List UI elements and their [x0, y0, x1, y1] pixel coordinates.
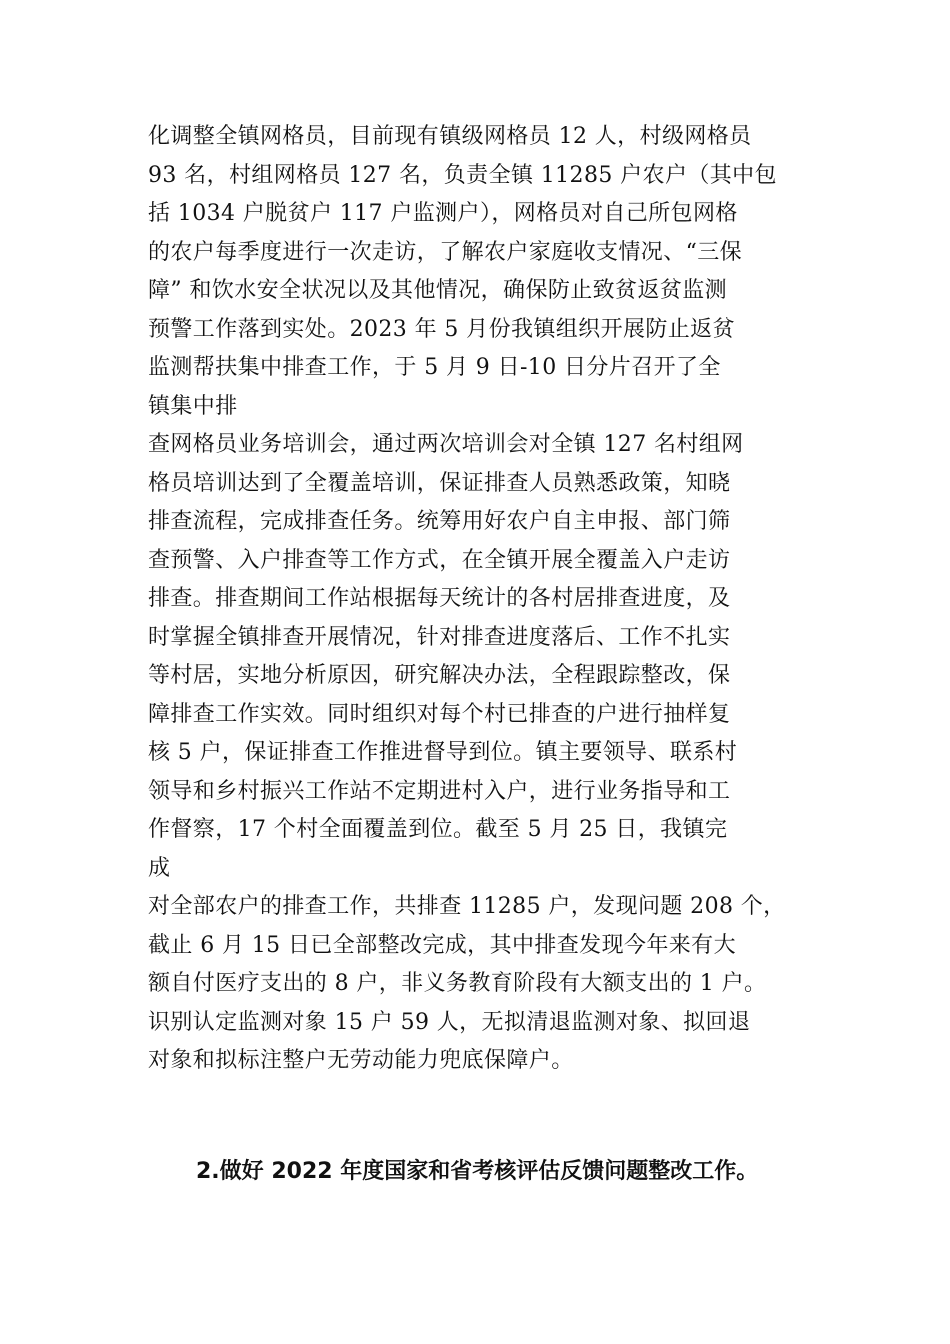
text-line: 监测帮扶集中排查工作，于 5 月 9 日-10 日分片召开了全 — [148, 355, 721, 380]
text-line: 核 5 户，保证排查工作推进督导到位。镇主要领导、联系村 — [148, 740, 738, 765]
text-line: 镇集中排 — [148, 393, 238, 419]
body-paragraphs — [148, 118, 808, 1081]
text-line: 预警工作落到实处。2023 年 5 月份我镇组织开展防止返贫 — [148, 316, 735, 342]
text-line: 等村居，实地分析原因，研究解决办法，全程跟踪整改，保 — [148, 663, 731, 688]
text-line: 格员培训达到了全覆盖培训，保证排查人员熟悉政策，知晓 — [148, 470, 731, 496]
text-line: 排查流程，完成排查任务。统筹用好农户自主申报、部门筛 — [148, 509, 731, 534]
text-line: 识别认定监测对象 15 户 59 人，无拟清退监测对象、拟回退 — [148, 1009, 751, 1035]
text-line: 截止 6 月 15 日已全部整改完成，其中排查发现今年来有大 — [148, 932, 736, 958]
text-line: 的农户每季度进行一次走访，了解农户家庭收支情况、“三保 — [148, 239, 743, 265]
text-line: 查网格员业务培训会，通过两次培训会对全镇 127 名村组网 — [148, 432, 744, 457]
text-line: 额自付医疗支出的 8 户，非义务教育阶段有大额支出的 1 户。 — [148, 971, 767, 996]
text-line: 93 名，村组网格员 127 名，负责全镇 11285 户农户（其中包 — [148, 162, 777, 188]
text-line: 成 — [148, 855, 171, 881]
text-line: 排查。排查期间工作站根据每天统计的各村居排查进度，及 — [148, 586, 731, 611]
text-line: 时掌握全镇排查开展情况，针对排查进度落后、工作不扎实 — [148, 624, 731, 650]
text-line: 查预警、入户排查等工作方式，在全镇开展全覆盖入户走访 — [148, 547, 731, 573]
text-line: 障排查工作实效。同时组织对每个村已排查的户进行抽样复 — [148, 701, 731, 727]
text-line: 化调整全镇网格员，目前现有镇级网格员 12 人，村级网格员 — [148, 124, 752, 149]
section-heading: 2.做好 2022 年度国家和省考核评估反馈问题整改工作。 — [196, 1159, 759, 1184]
text-line: 对象和拟标注整户无劳动能力兜底保障户。 — [148, 1048, 574, 1073]
text-line: 作督察，17 个村全面覆盖到位。截至 5 月 25 日，我镇完 — [148, 817, 728, 842]
text-line: 领导和乡村振兴工作站不定期进村入户，进行业务指导和工 — [148, 778, 731, 804]
text-line: 对全部农户的排查工作，共排查 11285 户，发现问题 208 个， — [148, 894, 786, 919]
text-line: 括 1034 户脱贫户 117 户监测户），网格员对自己所包网格 — [148, 201, 738, 226]
text-line: 障” 和饮水安全状况以及其他情况，确保防止致贫返贫监测 — [148, 278, 728, 303]
